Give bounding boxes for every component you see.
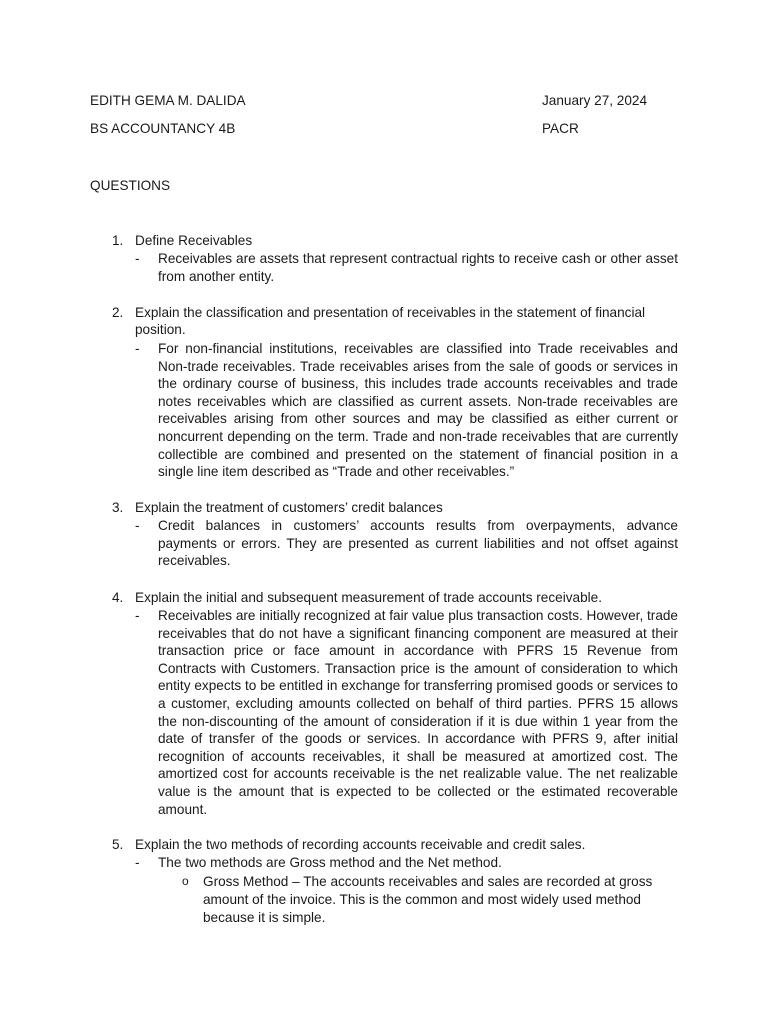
student-name: EDITH GEMA M. DALIDA (90, 93, 246, 108)
answer-dash: - (135, 251, 140, 266)
sub-bullet-text-cont: because it is simple. (203, 910, 326, 925)
question-text: Explain the treatment of customers’ credit balances (135, 500, 443, 515)
answer-dash: - (135, 341, 140, 356)
answer-text: Credit balances in customers’ accounts results from overpayments, advance payments or errors. They are presented as current liabilities and not offset against receivables. (158, 518, 678, 569)
question-text: Define Receivables (135, 233, 253, 248)
answer-text: Receivables are initially recognized at fair value plus transaction costs. However, trade receivables that do not have a significant financing component are measured at their transaction price or face amount in accordance with PFRS 15 Revenue from Contracts with Customers. Transaction price is the amount of consideration to which entity expects to be entitled in exchange for transferring promised goods or services to a customer, excluding amounts collected on behalf of third parties. PFRS 15 allows the non-discounting of the amount of consideration if it is due within 1 year from the date of transfer of the goods or services. In accordance with PFRS 9, after initial recognition of accounts receivables, it shall be measured at amortized cost. The amortized cost for accounts receivable is the net realizable value. The net realizable value is the amount that is expected to be collected or the estimated recoverable amount. (158, 608, 678, 817)
sub-bullet-marker: o (182, 874, 189, 888)
answer-text: Receivables are assets that represent contractual rights to receive cash or other asset from another entity. (158, 251, 678, 284)
answer-text: The two methods are Gross method and the Net method. (158, 855, 502, 870)
sub-bullet-text-cont: amount of the invoice. This is the common and most widely used method (203, 892, 641, 907)
subject: PACR (542, 121, 579, 136)
program: BS ACCOUNTANCY 4B (90, 121, 236, 136)
question-text: Explain the initial and subsequent measurement of trade accounts receivable. (135, 590, 602, 605)
answer-text: For non-financial institutions, receivables are classified into Trade receivables and Non-trade receivables. Trade receivables arises from the sale of goods or services in the ordinary course of business, this includes trade accounts receivables and trade notes receivables which are classified as current assets. Non-trade receivables are receivables arising from other sources and may be classified as either current or noncurrent depending on the term. Trade and non-trade receivables that are currently collectible are combined and presented on the statement of financial position in a single line item described as “Trade and other receivables.” (158, 341, 678, 480)
question-number: 3. (112, 500, 124, 515)
question-text-cont: position. (135, 322, 186, 337)
question-number: 4. (112, 590, 124, 605)
question-number: 2. (112, 305, 124, 320)
answer-dash: - (135, 855, 140, 870)
answer-dash: - (135, 608, 140, 623)
question-number: 5. (112, 837, 124, 852)
question-text: Explain the two methods of recording accounts receivable and credit sales. (135, 837, 586, 852)
question-text: Explain the classification and presentation of receivables in the statement of financial (135, 305, 646, 320)
answer-dash: - (135, 518, 140, 533)
date: January 27, 2024 (542, 93, 648, 108)
sub-bullet-text: Gross Method – The accounts receivables and sales are recorded at gross (203, 874, 653, 889)
section-title: QUESTIONS (90, 178, 171, 193)
question-number: 1. (112, 233, 124, 248)
